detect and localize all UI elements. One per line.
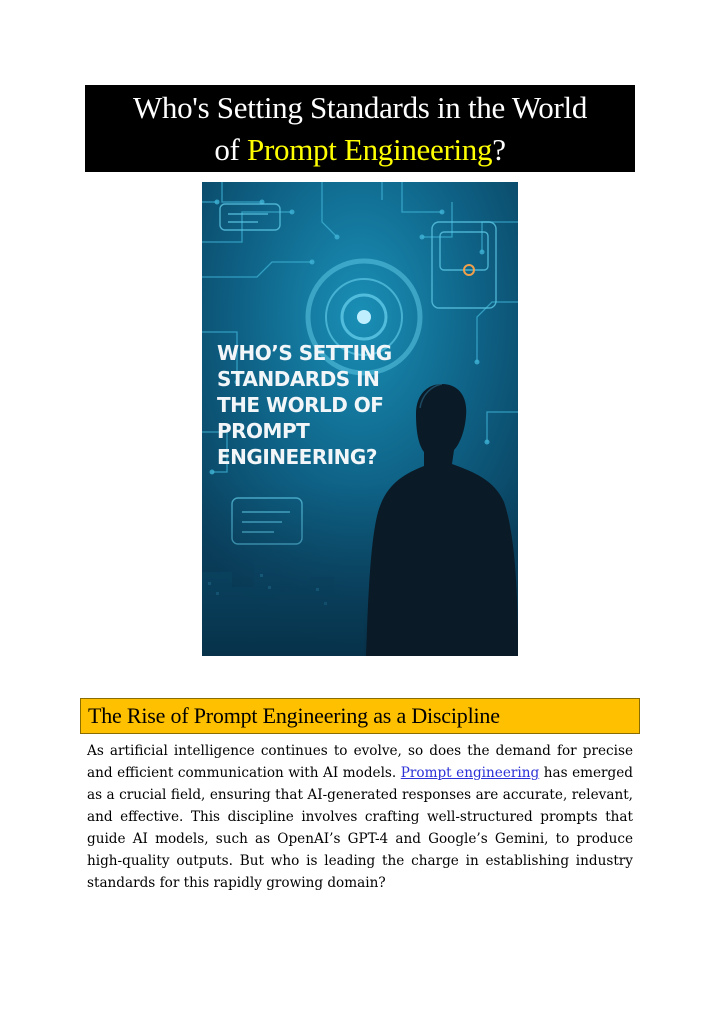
title-highlight: Prompt Engineering	[247, 132, 493, 167]
intro-paragraph	[87, 740, 633, 894]
section-heading: The Rise of Prompt Engineering as a Discipline	[88, 703, 500, 728]
para-part-1: As artificial intelligence continues to evolve, so does the demand for precise and efficient communication with AI models.	[87, 743, 633, 781]
page-title	[85, 85, 635, 172]
cover-image	[202, 182, 518, 656]
title-suffix: ?	[492, 132, 506, 167]
para-part-2: has emerged as a crucial field, ensuring that AI-generated responses are accurate, relevant, and effective. This discipline involves crafting well-structured prompts that guide AI models, such as OpenAI’s GPT-4 and Google’s Gemini, to produce high-quality outputs. But who is leading the charge in establishing industry standards for this rapidly growing domain?	[87, 765, 634, 891]
section-heading-bar	[80, 698, 640, 734]
cover-title: WHO’S SETTING STANDARDS IN THE WORLD OF PROMPT ENGINEERING?	[217, 341, 392, 469]
title-line-2	[85, 129, 635, 171]
prompt-engineering-link[interactable]: Prompt engineering	[400, 765, 540, 781]
title-prefix: of	[214, 132, 248, 167]
title-line-1: Who's Setting Standards in the World	[132, 90, 588, 125]
